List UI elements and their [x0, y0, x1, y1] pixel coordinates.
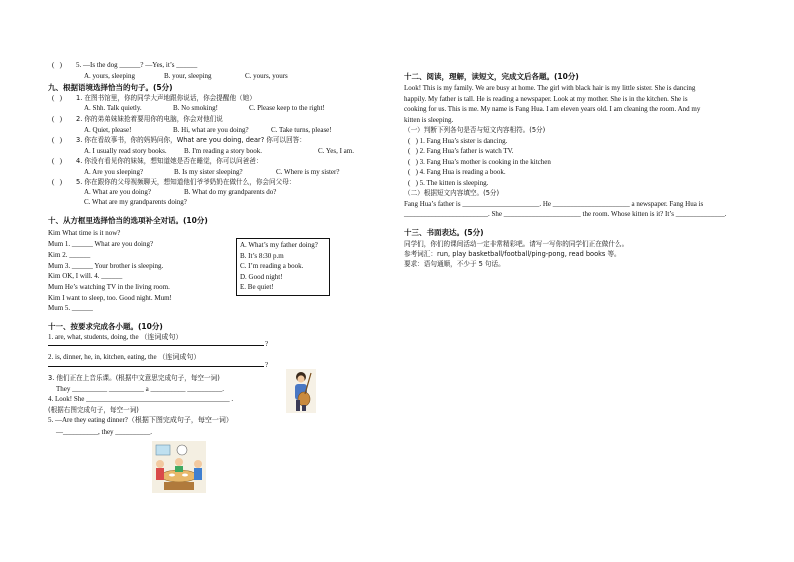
writing-instruction: 同学们，你们的课间活动一定非常精彩吧。请写一写你的同学们正在做什么。 [404, 240, 629, 248]
option-d: D. Good night! [240, 272, 283, 281]
dialogue-line: Mum 1. ______ What are you doing? [48, 240, 154, 248]
s11-q2-answer-line[interactable] [48, 366, 264, 367]
passage-line: cooking for us. This is me. My name is Fang Hua. I am eleven years old. I am cleaning the room. And my [404, 105, 701, 113]
dialogue-line: Kim What time is it now? [48, 229, 121, 237]
dialogue-line: Mum He’s watching TV in the living room. [48, 283, 170, 291]
s11-q5: 5. —Are they eating dinner?（根据下图完成句子，每空一词） [48, 416, 233, 424]
s9-q1-text: 1. 在图书馆里，你的同学大声地跟你说话，你会提醒他（她） [76, 94, 256, 102]
s11-q1-mark: ? [265, 340, 269, 348]
s9-q1-mark[interactable]: ( ) [52, 94, 62, 102]
s9-q5-b: B. What do my grandparents do? [184, 188, 277, 196]
section-13-title: 十三、书面表达。(5分) [404, 228, 484, 237]
s9-q4-text: 4. 你没有看见你的妹妹，想知道她是否在睡觉，你可以问爸爸： [76, 157, 263, 165]
s9-q1-c: C. Please keep to the right! [249, 104, 325, 112]
option-b: B. It’s 8:30 p.m [240, 251, 284, 260]
family-dinner-picture [152, 441, 206, 493]
option-c: C. I’m reading a book. [240, 262, 304, 270]
s9-q2-text: 2. 你的弟弟妹妹抢着要用你的电脑，你会对他们说 [76, 115, 223, 123]
option-e: E. Be quiet! [240, 283, 274, 291]
s9-q1-a: A. Shh. Talk quietly. [84, 104, 142, 112]
dialogue-line: Kim I want to sleep, too. Good night. Mum! [48, 294, 172, 302]
part-1-title: （一）判断下列各句是否与短文内容相符。(5分) [404, 126, 546, 134]
tf-item[interactable]: ( ) 4. Fang Hua is reading a book. [408, 168, 506, 176]
s11-q5-blanks[interactable]: —__________, they __________. [56, 428, 153, 436]
s9-q3-text: 3. 你在看故事书，你的妈妈问你，What are you doing, dear? 你可以回答： [76, 136, 306, 144]
s11-q2-mark: ? [265, 361, 269, 369]
tf-item[interactable]: ( ) 2. Fang Hua’s father is watch TV. [408, 147, 514, 155]
s9-q2-mark[interactable]: ( ) [52, 115, 62, 123]
s9-q2-a: A. Quiet, please! [84, 126, 132, 134]
s9-q4-b: B. Is my sister sleeping? [174, 168, 243, 176]
s9-q4-mark[interactable]: ( ) [52, 157, 62, 165]
passage-line: Look! This is my family. We are busy at home. The girl with black hair is my little sister. She is dancing [404, 84, 696, 92]
s11-q4[interactable]: 4. Look! She _________________________________________ . [48, 395, 234, 403]
tf-item[interactable]: ( ) 5. The kitten is sleeping. [408, 179, 489, 187]
s9-q4-c: C. Where is my sister? [276, 168, 340, 176]
q5-mark[interactable]: ( ) [52, 61, 62, 69]
section-9-title: 九、根据语境选择恰当的句子。(5分) [48, 83, 173, 92]
q5-option-b: B. your, sleeping [164, 72, 212, 80]
s11-q4-note: (根据右图完成句子，每空一词) [48, 406, 139, 414]
tf-item[interactable]: ( ) 3. Fang Hua’s mother is cooking in the kitchen [408, 158, 551, 166]
q5-option-c: C. yours, yours [245, 72, 288, 80]
writing-requirement: 要求：语句通顺，不少于 5 句话。 [404, 260, 505, 268]
s11-q1: 1. are, what, students, doing, the （连词成句） [48, 333, 183, 341]
writing-vocab: 参考词汇：run, play basketball/football/ping-pong, read books 等。 [404, 250, 621, 258]
passage-line: happily. My father is tall. He is reading a newspaper. Look at my mother. She is in the kitchen. She is [404, 95, 688, 103]
options-box [236, 238, 330, 296]
s9-q3-c: C. Yes, I am. [318, 147, 354, 155]
fill-line-1[interactable]: Fang Hua’s father is ______________________. He ______________________ a newspaper. Fang Hua is [404, 200, 704, 208]
dialogue-line: Kim OK, I will. 4. ______ [48, 272, 123, 280]
s9-q1-b: B. No smoking! [173, 104, 218, 112]
s9-q3-a: A. I usually read story books. [84, 147, 167, 155]
s9-q5-mark[interactable]: ( ) [52, 178, 62, 186]
tf-item[interactable]: ( ) 1. Fang Hua’s sister is dancing. [408, 137, 508, 145]
part-2-title: （二）根据短文内容填空。(5分) [404, 189, 500, 197]
s9-q2-b: B. Hi, what are you doing? [173, 126, 249, 134]
section-10-title: 十、从方框里选择恰当的选项补全对话。(10分) [48, 216, 208, 225]
dialogue-line: Mum 5. ______ [48, 304, 93, 312]
section-12-title: 十二、阅读，理解，读短文，完成文后各题。(10分) [404, 72, 579, 81]
s9-q4-a: A. Are you sleeping? [84, 168, 144, 176]
q5-option-a: A. yours, sleeping [84, 72, 135, 80]
s11-q2: 2. is, dinner, he, in, kitchen, eating, the （连词成句） [48, 353, 201, 361]
s11-q3-blanks[interactable]: They __________ __________ a __________ __________. [56, 385, 224, 393]
s11-q3: 3. 他们正在上音乐课。(根据中文意思完成句子，每空一词) [48, 374, 220, 382]
s9-q3-b: B. I'm reading a story book. [184, 147, 263, 155]
guitar-player-picture [286, 369, 316, 413]
q5-text: 5. —Is the dog ______? —Yes, it’s ______ [76, 61, 198, 69]
dialogue-line: Mum 3. ______ Your brother is sleeping. [48, 262, 164, 270]
s9-q5-text: 5. 你在跟你的父母视频聊天，想知道他们爷爷奶奶在做什么，你会问父母： [76, 178, 296, 186]
section-11-title: 十一、按要求完成各小题。(10分) [48, 322, 163, 331]
fill-line-2[interactable]: ________________________. She ______________________ the room. Whose kitten is it? It’s ______________. [404, 210, 727, 218]
option-a: A. What’s my father doing? [240, 241, 318, 249]
s9-q2-c: C. Take turns, please! [271, 126, 332, 134]
s9-q5-a: A. What are you doing? [84, 188, 151, 196]
passage-line: kitten is sleeping. [404, 116, 454, 124]
s9-q5-c: C. What are my grandparents doing? [84, 198, 187, 206]
dialogue-line: Kim 2. ______ [48, 251, 91, 259]
s11-q1-answer-line[interactable] [48, 345, 264, 346]
s9-q3-mark[interactable]: ( ) [52, 136, 62, 144]
